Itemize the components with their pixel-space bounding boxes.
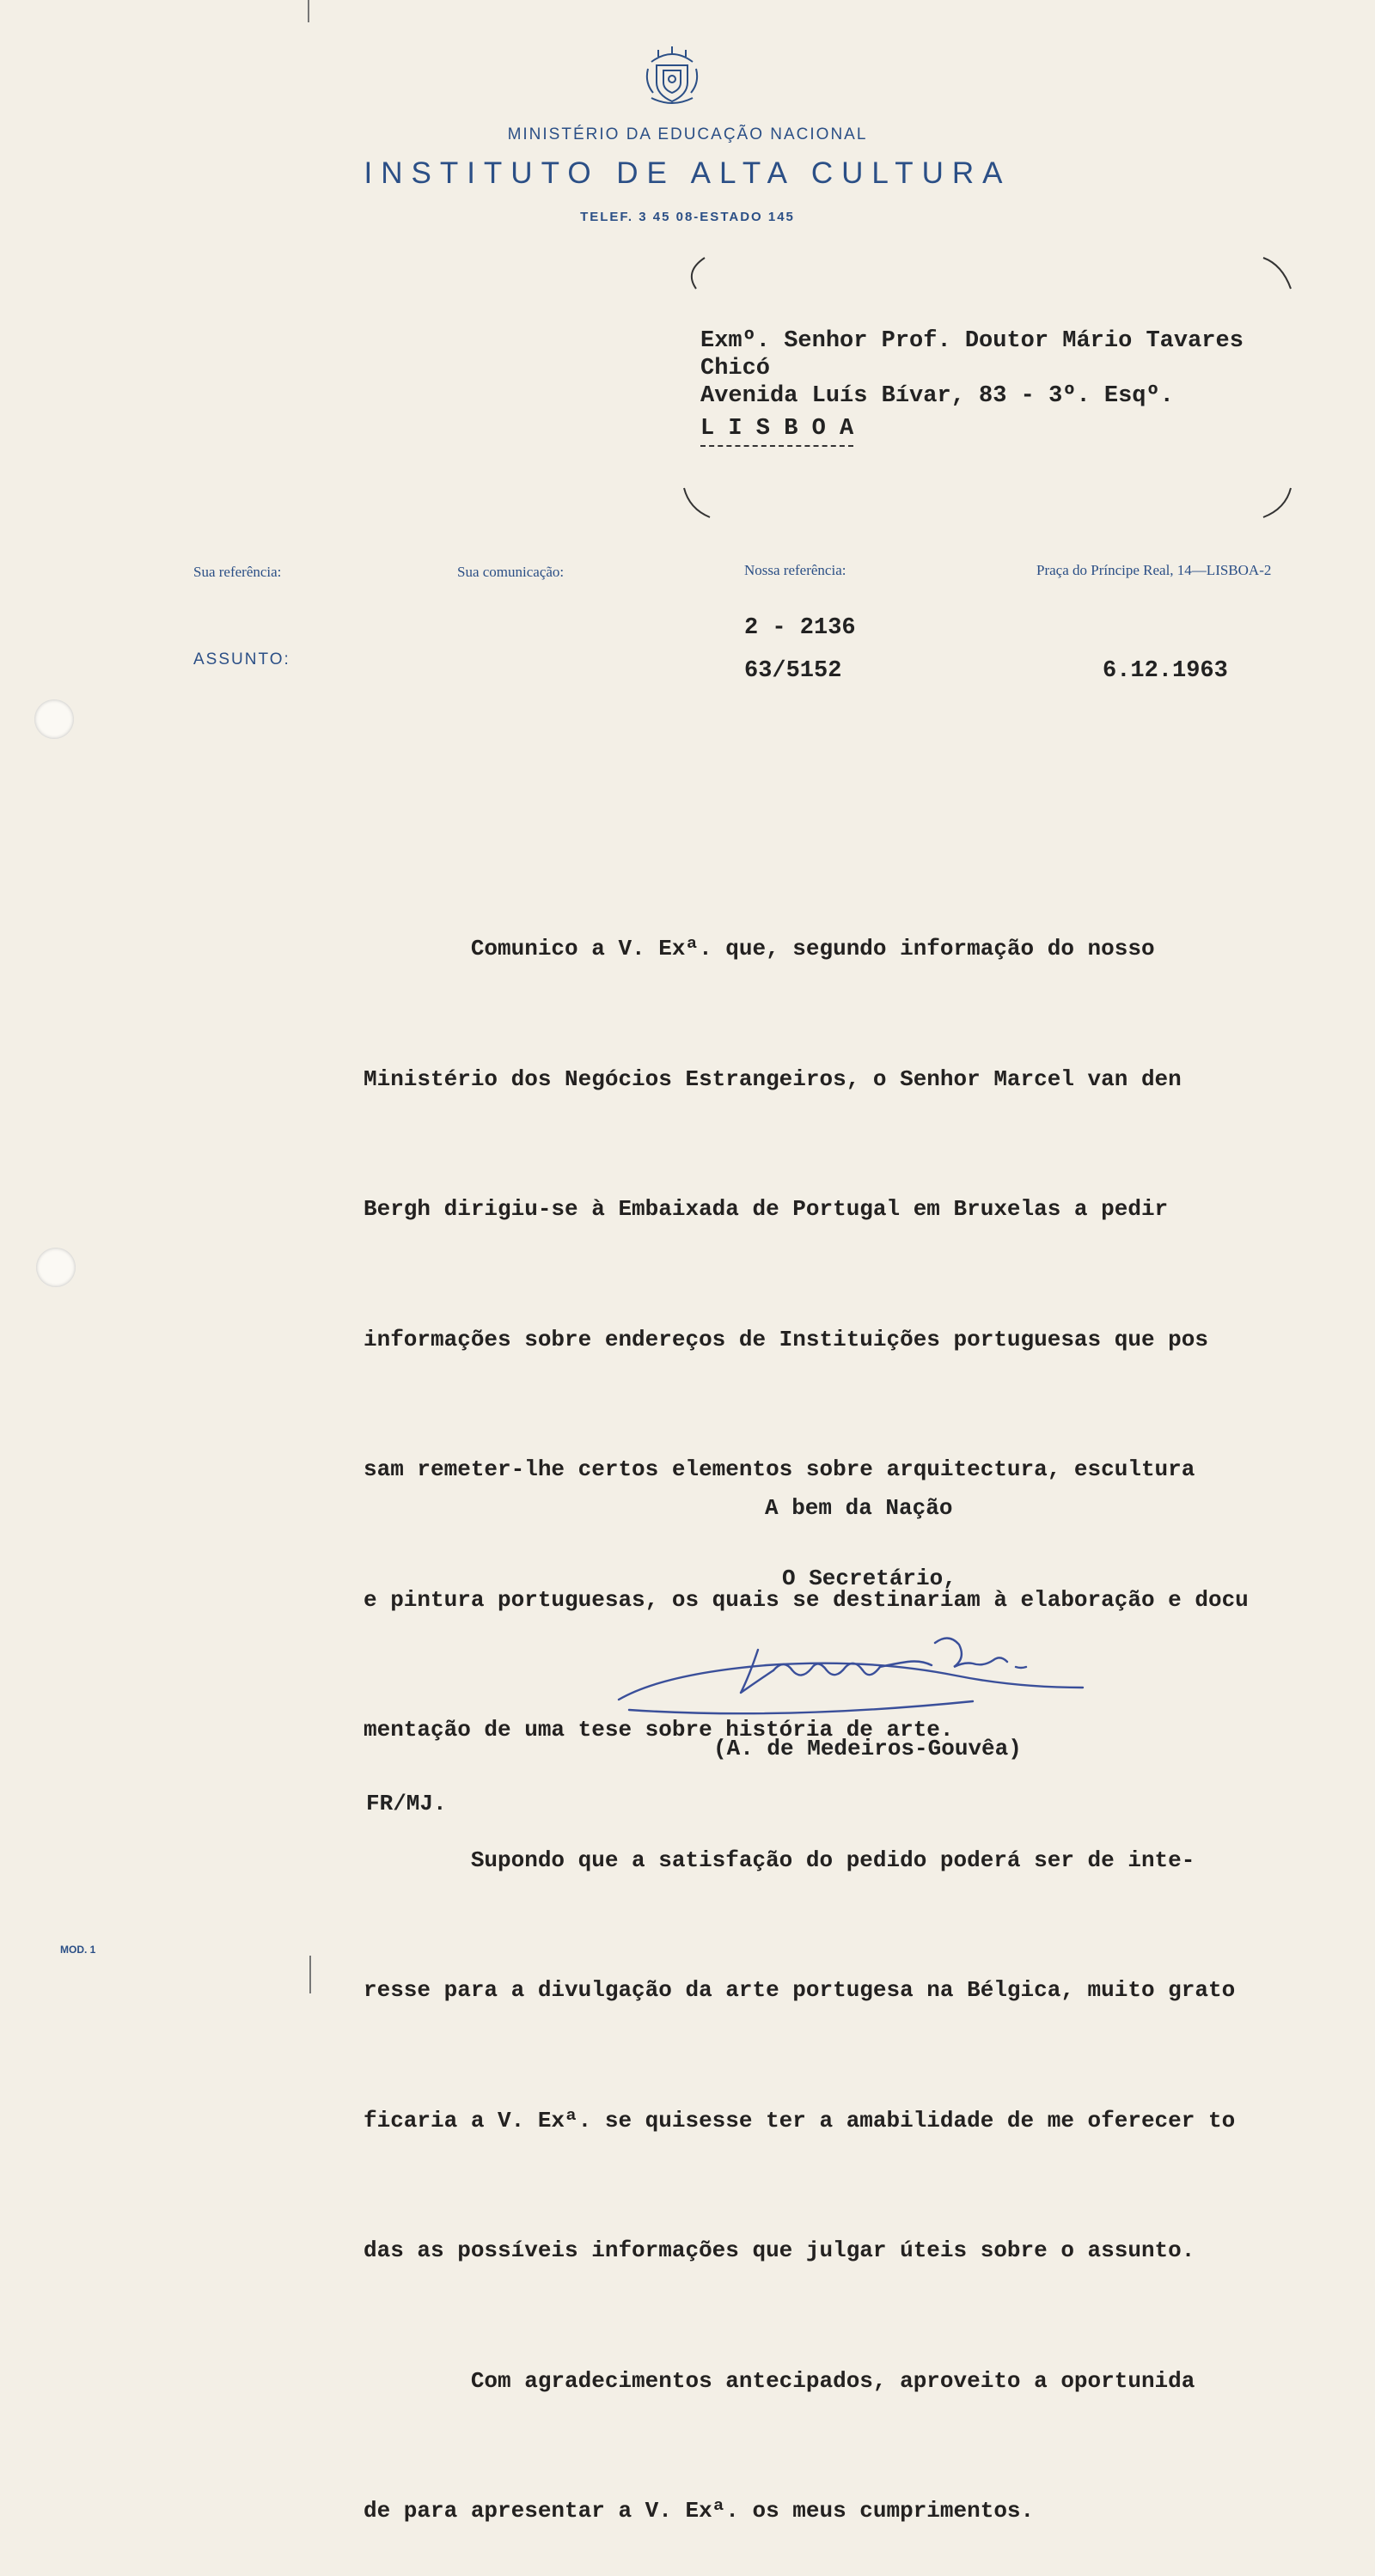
body-line: informações sobre endereços de Instituições portuguesas que pos <box>364 1326 1208 1352</box>
body-line: mentação de uma tese sobre história de arte. <box>364 1717 954 1743</box>
sua-comunicacao-label: Sua comunicação: <box>457 564 565 580</box>
coat-of-arms-icon <box>643 45 701 107</box>
body-line: Com agradecimentos antecipados, aproveito a oportunida <box>364 2367 1195 2394</box>
recipient-city: L I S B O A <box>700 416 853 447</box>
body-line: sam remeter-lhe certos elementos sobre arquitectura, escultura <box>364 1456 1195 1482</box>
closing-role: O Secretário, <box>782 1566 956 1591</box>
letter-date: 6.12.1963 <box>1103 658 1228 684</box>
handwritten-signature <box>612 1624 1093 1736</box>
reference-number-2: 63/5152 <box>744 658 842 684</box>
reference-number-1: 2 - 2136 <box>744 615 856 641</box>
punch-hole-top <box>34 699 74 739</box>
recipient-line-3: Avenida Luís Bívar, 83 - 3º. Esqº. <box>700 383 1174 409</box>
body-line: Supondo que a satisfação do pedido poderá ser de inte- <box>364 1847 1195 1873</box>
body-line: Comunico a V. Exª. que, segundo informação do nosso <box>364 936 1155 961</box>
form-code: MOD. 1 <box>60 1944 96 1956</box>
body-line: resse para a divulgação da arte portugesa na Bélgica, muito grato <box>364 1977 1236 2003</box>
sua-referencia-label: Sua referência: <box>193 564 282 580</box>
recipient-line-1: Exmº. Senhor Prof. Doutor Mário Tavares <box>700 328 1244 354</box>
closing-salutation: A bem da Nação <box>765 1495 953 1521</box>
body-line: das as possíveis informações que julgar úteis sobre o assunto. <box>364 2237 1195 2263</box>
typist-initials: FR/MJ. <box>366 1791 447 1816</box>
body-line: e pintura portuguesas, os quais se destinariam à elaboração e docu <box>364 1586 1249 1613</box>
body-line: de para apresentar a V. Exª. os meus cumprimentos. <box>364 2498 1035 2524</box>
recipient-line-2: Chicó <box>700 356 771 382</box>
body-line: ficaria a V. Exª. se quisesse ter a amabilidade de me oferecer to <box>364 2107 1236 2133</box>
ministry-name: MINISTÉRIO DA EDUCAÇÃO NACIONAL <box>507 125 868 143</box>
nossa-referencia-label: Nossa referência: <box>744 562 846 578</box>
body-line: Ministério dos Negócios Estrangeiros, o Senhor Marcel van den <box>364 1065 1182 1092</box>
assunto-label: ASSUNTO: <box>193 650 290 668</box>
sender-address: Praça do Príncipe Real, 14—LISBOA-2 <box>1036 562 1272 578</box>
top-margin-mark <box>308 0 309 22</box>
telephone-line: TELEF. 3 45 08-ESTADO 145 <box>580 210 795 224</box>
signer-name: (A. de Medeiros-Gouvêa) <box>713 1736 1022 1761</box>
punch-hole-bottom <box>36 1248 76 1287</box>
bottom-margin-mark <box>309 1956 311 1993</box>
institute-name: INSTITUTO DE ALTA CULTURA <box>364 156 1011 190</box>
body-line: Bergh dirigiu-se à Embaixada de Portugal em Bruxelas a pedir <box>364 1196 1169 1222</box>
